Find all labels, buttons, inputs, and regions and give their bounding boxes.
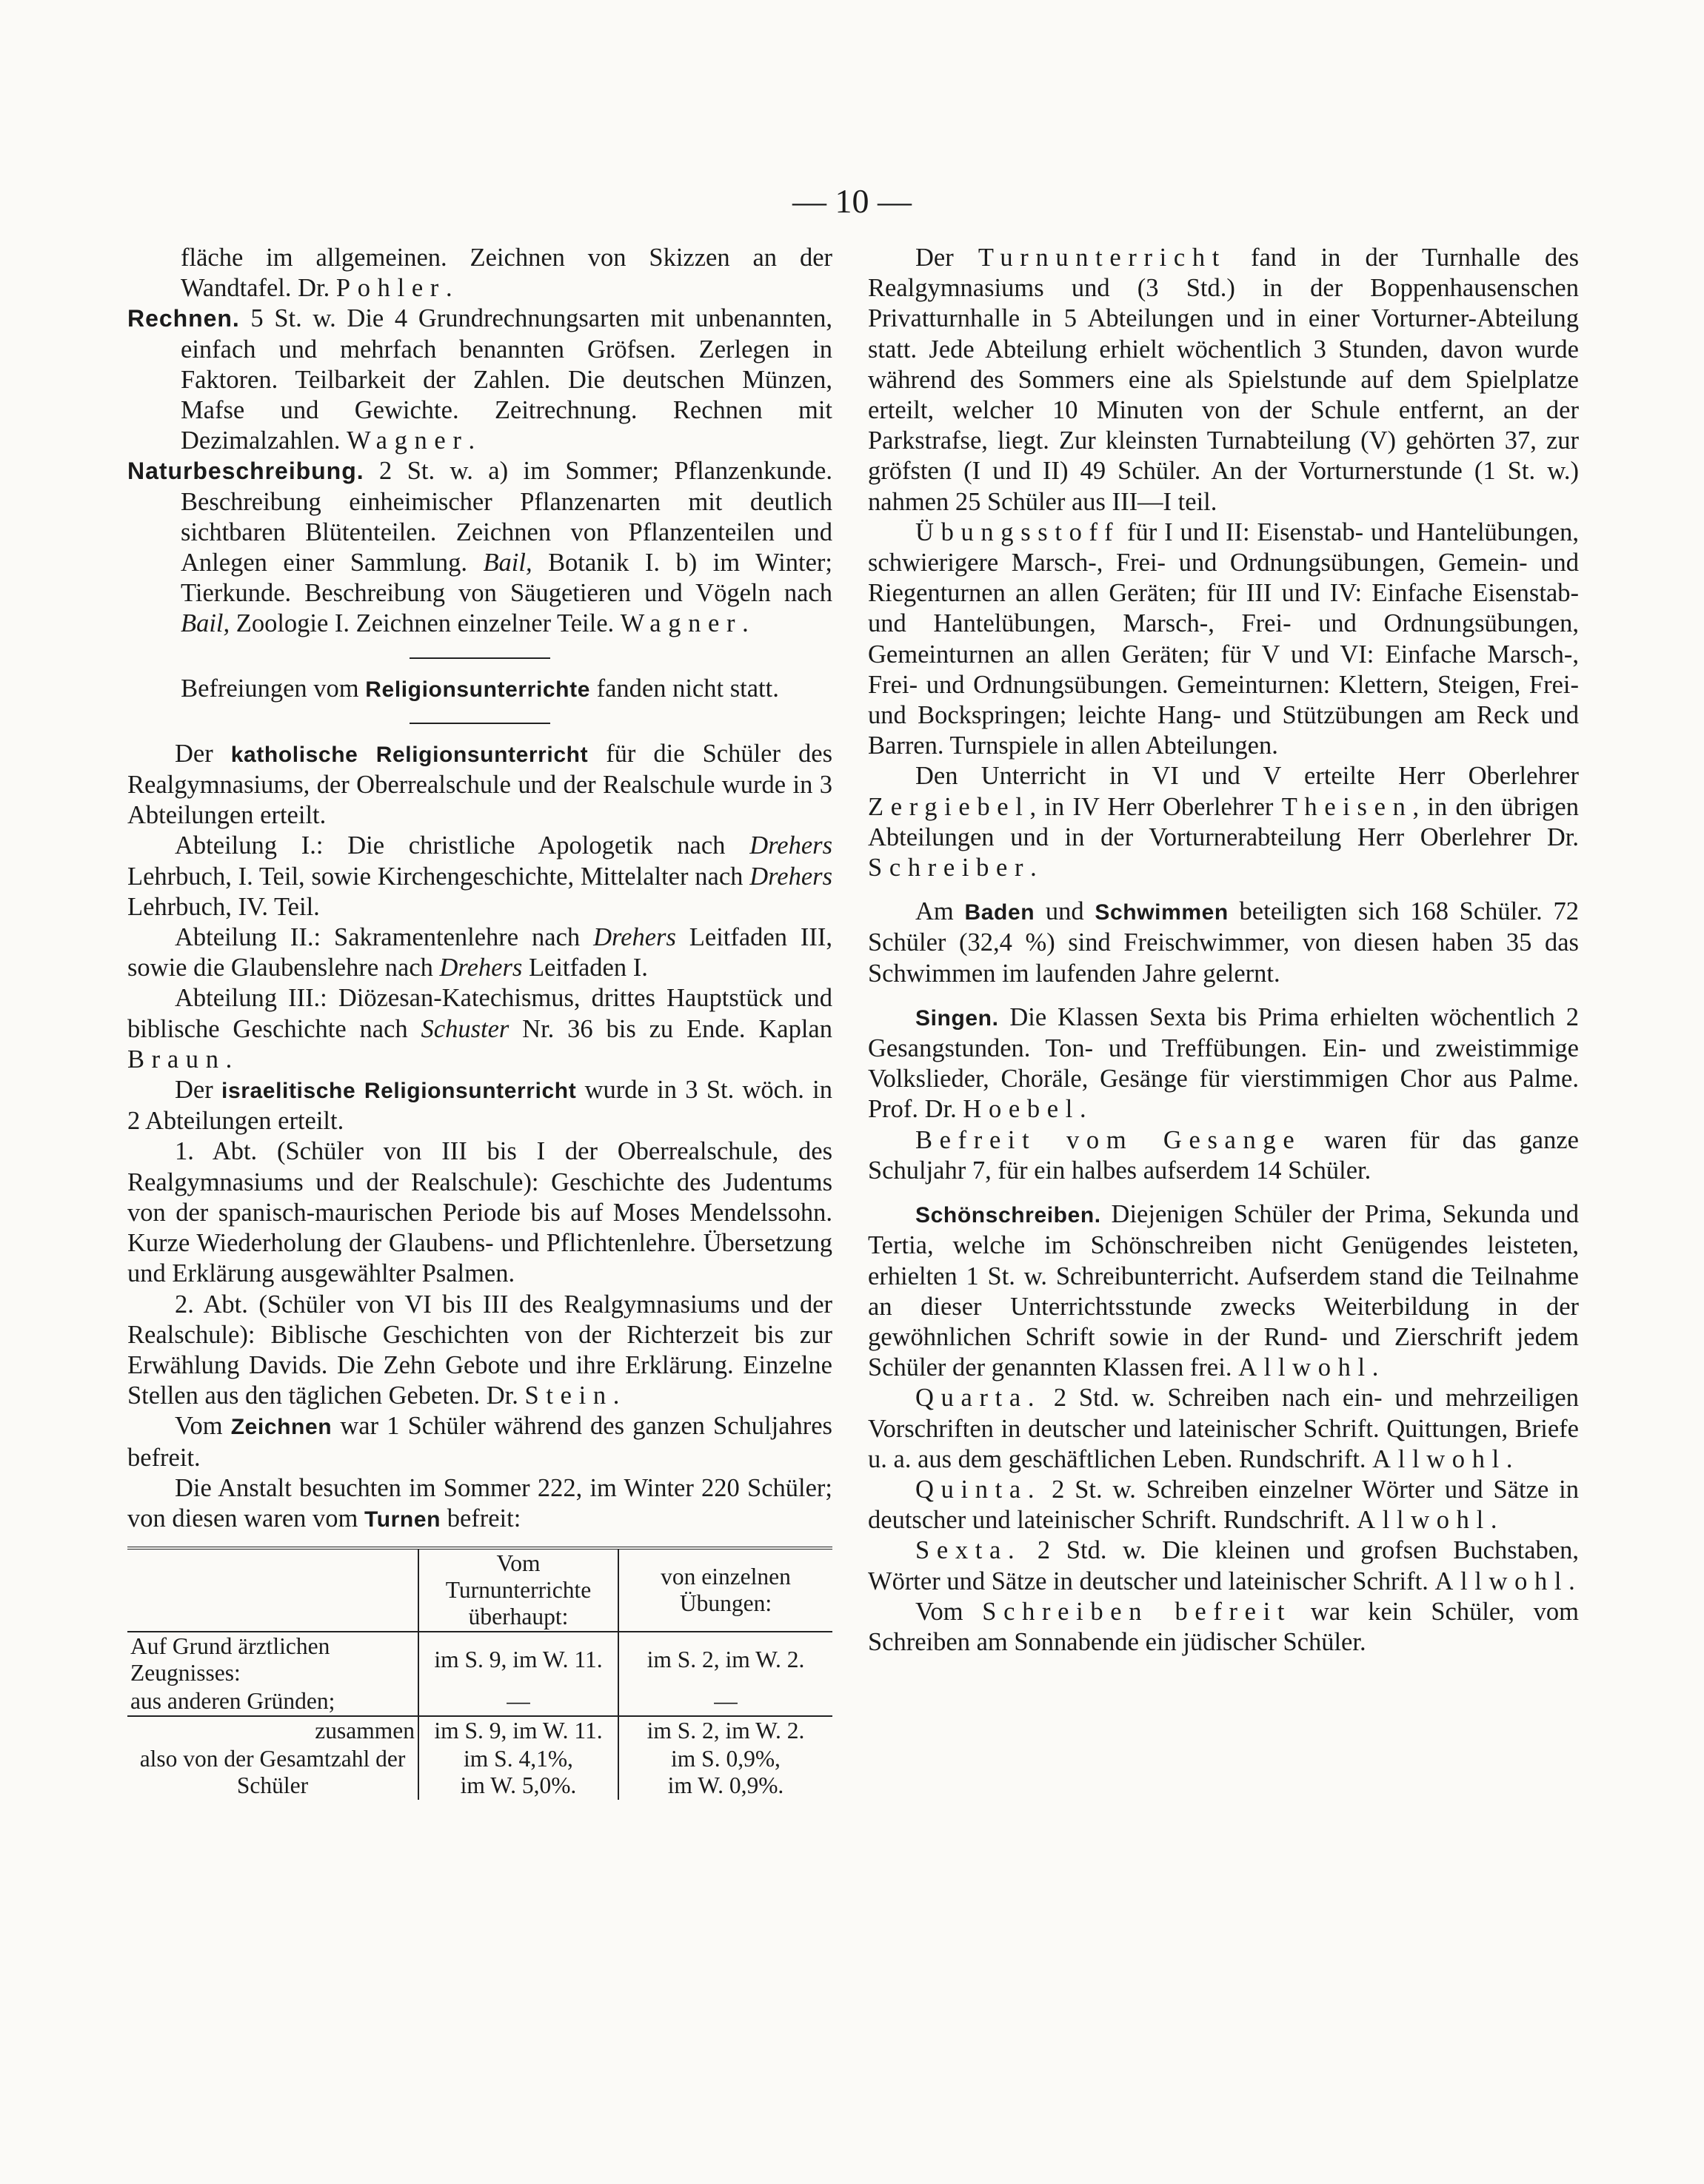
- separator: [410, 723, 550, 724]
- paragraph-abteilung-1: Abteilung I.: Die christliche Apologetik nach Drehers Lehrbuch, I. Teil, sowie Kirchengeschichte, Mittelalter nach Drehers Lehrbuch, IV. Teil.: [127, 831, 832, 921]
- exemption-table: [127, 1547, 832, 1800]
- paragraph-israelitisch: Der israelitische Religionsunterricht wurde in 3 St. wöch. in 2 Abteilungen erteilt.: [127, 1076, 833, 1136]
- paragraph-naturbeschreibung: Naturbeschreibung. 2 St. w. a) im Sommer; Pflanzenkunde. Beschreibung einheimischer Pflanzenarten mit deutlich sichtbaren Blütenteilen. Zeichnen von Pflanzenteilen und Anlegen einer Sammlung. Bail, Botanik I. b) im Winter; Tierkunde. Beschreibung von Säugetieren und Vögeln nach Bail, Zoologie I. Zeichnen einzelner Teile. Wagner.: [127, 457, 832, 638]
- paragraph-sexta: Sexta. 2 Std. w. Die kleinen und grofsen Buchstaben, Wörter und Sätze in deutscher und lateinischer Schrift. Allwohl.: [868, 1536, 1579, 1595]
- paragraph-abteilung-2: Abteilung II.: Sakramentenlehre nach Drehers Leitfaden III, sowie die Glaubenslehre nach Drehers Leitfaden I.: [127, 923, 833, 982]
- table-row: [127, 1632, 832, 1687]
- table-cell: aus anderen Gründen;: [130, 1688, 335, 1715]
- left-column: [127, 243, 832, 1800]
- paragraph-unterricht: Den Unterricht in VI und V erteilte Herr Oberlehrer Zergiebel, in IV Herr Oberlehrer Theisen, in den übrigen Abteilungen und in der Vorturnerabteilung Herr Oberlehrer Dr. Schreiber.: [868, 762, 1579, 882]
- table-cell: im S. 2, im W. 2.: [646, 1647, 805, 1673]
- paragraph-quinta: Quinta. 2 St. w. Schreiben einzelner Wörter und Sätze in deutscher und lateinischer Schrift. Rundschrift. Allwohl.: [868, 1475, 1579, 1535]
- table-cell: Auf Grund ärztlichen Zeugnisses:: [130, 1633, 330, 1686]
- paragraph-quarta: Quarta. 2 Std. w. Schreiben nach ein- und mehrzeiligen Vorschriften in deutscher und lateinischer Schrift. Quittungen, Briefe u. a. aus dem geschäftlichen Leben. Rundschrift. Allwohl.: [868, 1384, 1579, 1473]
- paragraph-turnunterricht: Der Turnunterricht fand in der Turnhalle des Realgymnasiums und (3 Std.) in der Boppenhausenschen Privatturnhalle in 5 Abteilungen und in einer Vorturner-Abteilung statt. Jede Abteilung erhielt wöchentlich 3 Stunden, davon wurde während des Sommers eine als Spielstunde auf dem Spielplatze erteilt, welcher 10 Minuten von der Schule entfernt, an der Parkstrafse, liegt. Zur kleinsten Turnabteilung (V) gehörten 37, zur gröfsten (I und II) 49 Schüler. An der Vorturnerstunde (1 St. w.) nahmen 25 Schüler aus III—I teil.: [868, 244, 1580, 516]
- paragraph-abteilung-3: Abteilung III.: Diözesan-Katechismus, drittes Hauptstück und biblische Geschichte nach Schuster Nr. 36 bis zu Ende. Kaplan Braun.: [127, 984, 832, 1073]
- paragraph-baden: Am Baden und Schwimmen beteiligten sich 168 Schüler. 72 Schüler (32,4 %) sind Freischwimmer, von diesen haben 35 das Schwimmen im laufenden Jahre gelernt.: [868, 897, 1580, 988]
- table-cell: im S. 2, im W. 2.: [618, 1716, 832, 1745]
- table-cell: im S. 0,9%, im W. 0,9%.: [667, 1746, 784, 1799]
- table-row: [127, 1548, 832, 1632]
- paragraph-anstalt: Die Anstalt besuchten im Sommer 222, im Winter 220 Schüler; von diesen waren vom Turnen befreit:: [127, 1473, 832, 1533]
- paragraph-singen: Singen. Die Klassen Sexta bis Prima erhielten wöchentlich 2 Gesangstunden. Ton- und Treffübungen. Ein- und zweistimmige Volkslieder, Choräle, Gesänge für vierstimmigen Chor aus Palme. Prof. Dr. Hoebel.: [868, 1002, 1579, 1124]
- page-number: — 10 —: [792, 182, 912, 220]
- table-cell: —: [418, 1687, 618, 1716]
- table-cell: zusammen: [127, 1716, 418, 1745]
- paragraph-schreiben-befreit: Vom Schreiben befreit war kein Schüler, vom Schreiben am Sonnabende ein jüdischer Schüler.: [868, 1597, 1579, 1656]
- paragraph-drawing-end: fläche im allgemeinen. Zeichnen von Skizzen an der Wandtafel. Dr. Pohler.: [181, 244, 832, 303]
- paragraph-abt-2: 2. Abt. (Schüler von VI bis III des Realgymnasiums und der Realschule): Biblische Geschichten von der Richterzeit bis zur Erwählung Davids. Die Zehn Gebote und ihre Erklärung. Einzelne Stellen aus den täglichen Gebeten. Dr. Stein.: [127, 1290, 832, 1410]
- table-cell: —: [714, 1688, 738, 1715]
- table-cell: im S. 4,1%, im W. 5,0%.: [418, 1745, 618, 1800]
- table-cell: also von der Gesamtzahl der Schüler: [139, 1746, 406, 1799]
- separator: [410, 657, 550, 659]
- table-header-cell: von einzelnen Übungen:: [618, 1548, 832, 1632]
- table-row: [127, 1745, 832, 1800]
- heading-rechnen: Rechnen.: [127, 305, 240, 332]
- paragraph-katholisch: Der katholische Religionsunterricht für die Schüler des Realgymnasiums, der Oberrealschule und der Realschule wurde in 3 Abteilungen erteilt.: [127, 739, 832, 830]
- table-cell: im S. 9, im W. 11.: [418, 1632, 618, 1687]
- table-cell: im S. 9, im W. 11.: [418, 1716, 618, 1745]
- paragraph-abt-1: 1. Abt. (Schüler von III bis I der Oberrealschule, des Realgymnasiums und der Realschule): Geschichte des Judentums von der spanisch-maurischen Periode bis auf Moses Mendelssohn. Kurze Wiederholung der Glaubens- und Pflichtenlehre. Übersetzung und Erklärung ausgewählter Psalmen.: [127, 1137, 832, 1288]
- paragraph-befreiungen: Befreiungen vom Religionsunterrichte fanden nicht statt.: [181, 674, 779, 703]
- right-column: [868, 243, 1579, 1658]
- paragraph-befreit-gesang: Befreit vom Gesange waren für das ganze Schuljahr 7, für ein halbes aufserdem 14 Schüler.: [868, 1125, 1579, 1185]
- heading-naturbeschreibung: Naturbeschreibung.: [127, 458, 364, 485]
- paragraph-schoenschreiben: Schönschreiben. Diejenigen Schüler der Prima, Sekunda und Tertia, welche im Schönschreiben nicht Genügendes leisteten, erhielten 1 St. w. Schreibunterricht. Aufserdem stand die Teilnahme an dieser Unterrichtsstunde zwecks Weiterbildung in der gewöhnlichen Schrift sowie in der Rund- und Zierschrift jedem Schüler der genannten Klassen frei. Allwohl.: [868, 1200, 1579, 1382]
- paragraph-zeichnen: Vom Zeichnen war 1 Schüler während des ganzen Schuljahres befreit.: [127, 1412, 832, 1472]
- table-header-cell: Vom Turnunterrichte überhaupt:: [418, 1548, 618, 1632]
- heading-schoenschreiben: Schönschreiben.: [915, 1203, 1101, 1228]
- paragraph-uebungsstoff: Übungsstoff für I und II: Eisenstab- und Hantelübungen, schwierigere Marsch-, Frei- und Ordnungsübungen, Gemein- und Riegenturnen an allen Geräten; für III und IV: Einfache Eisenstab- und Hantelübungen, Marsch-, Frei- und Ordnungsübungen, Gemeinturnen an allen Geräten; für V und VI: Einfache Marsch-, Frei- und Ordnungsübungen. Gemeinturnen: Klettern, Steigen, Frei- und Bockspringen; leichte Hang- und Stützübungen am Reck und Barren. Turnspiele in allen Abteilungen.: [868, 517, 1579, 760]
- heading-singen: Singen.: [915, 1005, 999, 1031]
- table-row: [127, 1687, 832, 1716]
- paragraph-rechnen: Rechnen. 5 St. w. Die 4 Grundrechnungsarten mit unbenannten, einfach und mehrfach benannten Gröfsen. Zerlegen in Faktoren. Teilbarkeit der Zahlen. Die deutschen Münzen, Mafse und Gewichte. Zeitrechnung. Rechnen mit Dezimalzahlen. Wagner.: [127, 304, 832, 455]
- table-row: [127, 1716, 832, 1745]
